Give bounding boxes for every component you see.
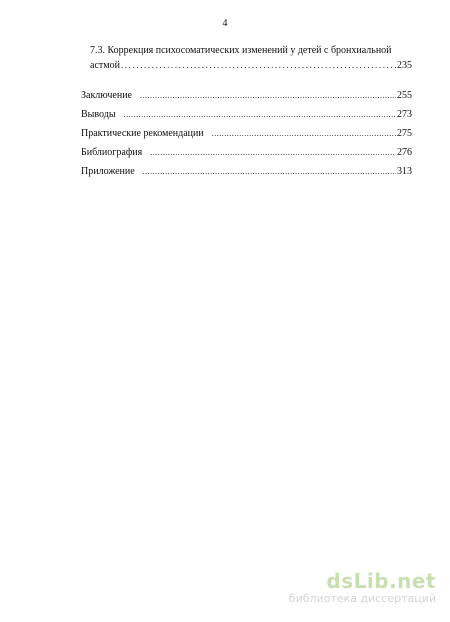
toc-entry-conclusions bbox=[81, 108, 412, 121]
toc-entry-page: 235 bbox=[397, 60, 412, 71]
toc-entry-label: Практические рекомендации bbox=[81, 128, 204, 139]
toc-entry-7-3-title: 7.3. Коррекция психосоматических изменений у детей с бронхиальной bbox=[90, 45, 392, 56]
page-number: 4 bbox=[222, 18, 228, 29]
toc-entry-bibliography bbox=[81, 146, 412, 159]
toc-leader-dots bbox=[124, 108, 396, 121]
watermark bbox=[266, 570, 436, 606]
toc-entry-label: Заключение bbox=[81, 90, 132, 101]
toc-entry-appendix bbox=[81, 165, 412, 178]
toc-leader-dots bbox=[140, 89, 396, 102]
watermark-brand: dsLib.net bbox=[326, 569, 436, 593]
toc-entry-page: 275 bbox=[397, 128, 412, 139]
toc-leader-dots bbox=[212, 127, 396, 140]
toc-entry-label: Выводы bbox=[81, 109, 116, 120]
toc-leader-dots bbox=[121, 59, 396, 72]
toc-entry-page: 313 bbox=[397, 166, 412, 177]
toc-entry-page: 276 bbox=[397, 147, 412, 158]
toc-entry-page: 273 bbox=[397, 109, 412, 120]
toc-entry-label: астмой bbox=[90, 60, 120, 71]
toc-entry-label: Библиография bbox=[81, 147, 143, 158]
toc-entry-label: Приложение bbox=[81, 166, 135, 177]
watermark-subtitle: библиотека диссертаций bbox=[288, 592, 436, 605]
toc-entry-page: 255 bbox=[397, 90, 412, 101]
toc-entry-conclusion bbox=[81, 89, 412, 102]
toc-leader-dots bbox=[150, 146, 396, 159]
toc-entry-recommendations bbox=[81, 127, 412, 140]
toc-entry-7-3 bbox=[90, 59, 412, 72]
toc-leader-dots bbox=[143, 165, 396, 178]
